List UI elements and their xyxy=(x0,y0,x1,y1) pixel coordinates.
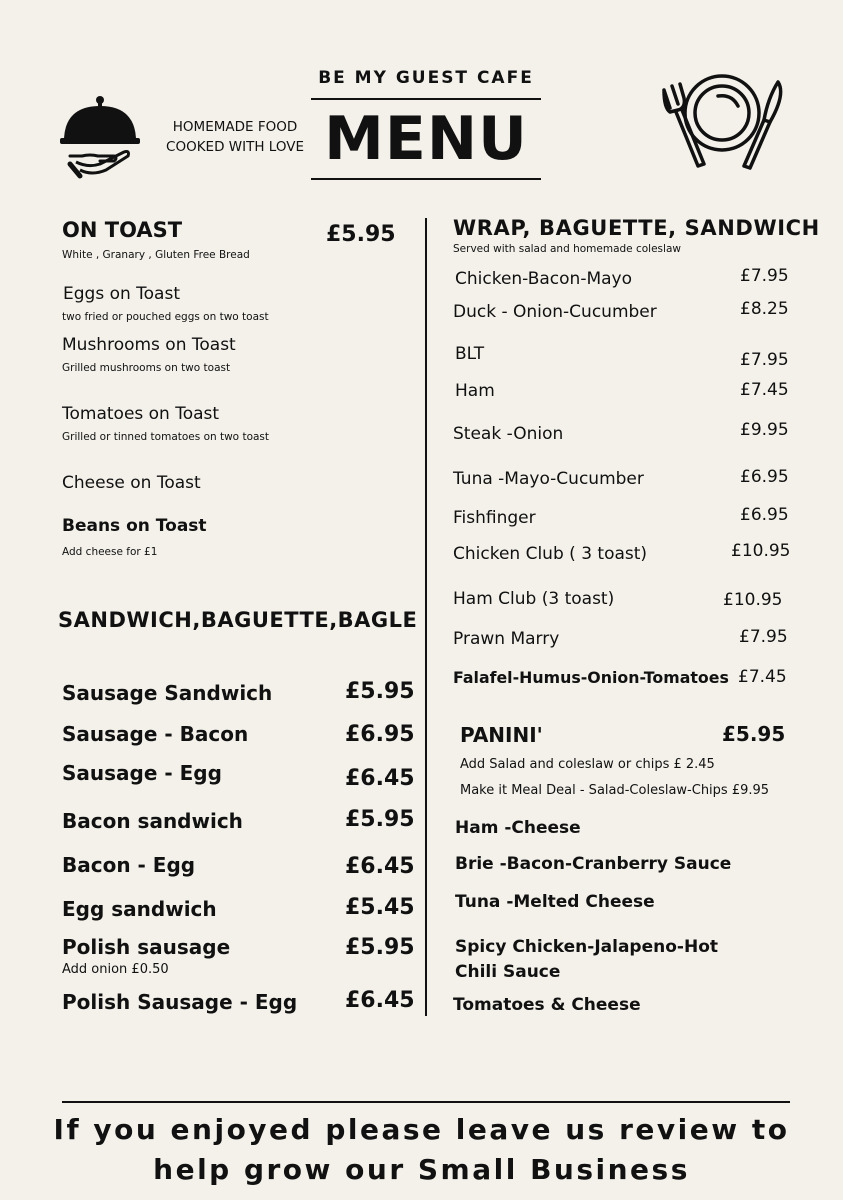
item-price: £5.45 xyxy=(345,895,415,920)
menu-item: Tomatoes & Cheese xyxy=(453,995,641,1015)
menu-item: Bacon sandwich xyxy=(62,809,243,833)
item-price: £7.95 xyxy=(739,627,788,647)
menu-item: Beans on Toast xyxy=(62,516,207,536)
menu-item: Sausage Sandwich xyxy=(62,681,273,705)
menu-item: Mushrooms on Toast xyxy=(62,335,236,355)
footer-line-2: help grow our Small Business xyxy=(153,1153,690,1186)
header-rule-top xyxy=(311,98,541,100)
menu-item: Tuna -Melted Cheese xyxy=(455,892,655,912)
menu-item: Brie -Bacon-Cranberry Sauce xyxy=(455,854,732,874)
wrap-section-title: WRAP, BAGUETTE, SANDWICH xyxy=(453,216,820,240)
item-price: £8.25 xyxy=(740,299,789,319)
menu-item: Ham Club (3 toast) xyxy=(453,589,615,609)
panini-title: PANINI' xyxy=(460,723,543,747)
tagline-line-2: COOKED WITH LOVE xyxy=(166,139,304,155)
item-price: £6.45 xyxy=(345,988,415,1013)
menu-item: Sausage - Bacon xyxy=(62,722,249,746)
item-price: £5.95 xyxy=(345,807,415,832)
item-price: £7.45 xyxy=(738,667,787,687)
footer-rule xyxy=(62,1101,790,1103)
menu-item: Ham xyxy=(455,381,495,401)
menu-item: BLT xyxy=(455,344,485,364)
on-toast-bread-note: White , Granary , Gluten Free Bread xyxy=(62,249,250,261)
menu-item: Chicken Club ( 3 toast) xyxy=(453,544,648,564)
menu-item: Falafel-Humus-Onion-Tomatoes xyxy=(453,668,729,687)
plate-fork-knife-icon xyxy=(660,68,785,172)
item-price: £5.95 xyxy=(345,935,415,960)
menu-item: Tuna -Mayo-Cucumber xyxy=(453,469,644,489)
menu-item: Fishfinger xyxy=(453,508,536,528)
item-price: £5.95 xyxy=(345,679,415,704)
panini-note-2: Make it Meal Deal - Salad-Coleslaw-Chips £9.95 xyxy=(460,783,770,798)
menu-item: Cheese on Toast xyxy=(62,473,201,493)
item-price: £6.95 xyxy=(740,467,789,487)
item-note: Add onion £0.50 xyxy=(62,962,169,977)
item-price: £7.45 xyxy=(740,380,789,400)
footer-line-1: If you enjoyed please leave us review to xyxy=(53,1113,790,1146)
on-toast-title: ON TOAST xyxy=(62,218,183,242)
panini-note-1: Add Salad and coleslaw or chips £ 2.45 xyxy=(460,757,715,772)
sandwich-section-title: SANDWICH,BAGUETTE,BAGLE xyxy=(58,608,418,632)
cafe-name: BE MY GUEST CAFE xyxy=(318,68,534,88)
menu-item: Prawn Marry xyxy=(453,629,560,649)
menu-item: Ham -Cheese xyxy=(455,818,581,838)
menu-item: Egg sandwich xyxy=(62,897,217,921)
menu-item: Polish sausage xyxy=(62,935,231,959)
item-description: Add cheese for £1 xyxy=(62,546,158,558)
item-description: Grilled or tinned tomatoes on two toast xyxy=(62,431,270,443)
menu-item: Sausage - Egg xyxy=(62,761,222,785)
menu-item: Chicken-Bacon-Mayo xyxy=(455,269,632,289)
item-price: £6.95 xyxy=(345,722,415,747)
item-description: two fried or pouched eggs on two toast xyxy=(62,311,269,323)
on-toast-price: £5.95 xyxy=(326,222,396,247)
menu-item: Spicy Chicken-Jalapeno-Hot xyxy=(455,937,719,957)
menu-item: Steak -Onion xyxy=(453,424,564,444)
panini-price: £5.95 xyxy=(722,722,786,746)
item-price: £6.45 xyxy=(345,854,415,879)
item-price: £6.45 xyxy=(345,766,415,791)
item-price: £10.95 xyxy=(731,541,791,561)
menu-item: Duck - Onion-Cucumber xyxy=(453,302,657,322)
item-price: £10.95 xyxy=(723,590,783,610)
menu-item: Tomatoes on Toast xyxy=(62,404,220,424)
footer-message xyxy=(40,1110,803,1190)
item-price: £9.95 xyxy=(740,420,789,440)
item-price: £7.95 xyxy=(740,350,789,370)
column-divider xyxy=(425,218,427,1016)
item-price: £6.95 xyxy=(740,505,789,525)
item-description: Grilled mushrooms on two toast xyxy=(62,362,231,374)
menu-item: Polish Sausage - Egg xyxy=(62,990,298,1014)
header-rule-bottom xyxy=(311,178,541,180)
wrap-note: Served with salad and homemade coleslaw xyxy=(453,243,681,255)
menu-item-continued: Chili Sauce xyxy=(455,962,561,982)
tagline-line-1: HOMEMADE FOOD xyxy=(172,119,298,135)
page-title: MENU xyxy=(324,104,528,174)
tagline xyxy=(150,117,320,157)
item-price: £7.95 xyxy=(740,266,789,286)
menu-item: Eggs on Toast xyxy=(63,284,180,304)
serving-cloche-icon xyxy=(60,92,140,180)
menu-item: Bacon - Egg xyxy=(62,853,196,877)
